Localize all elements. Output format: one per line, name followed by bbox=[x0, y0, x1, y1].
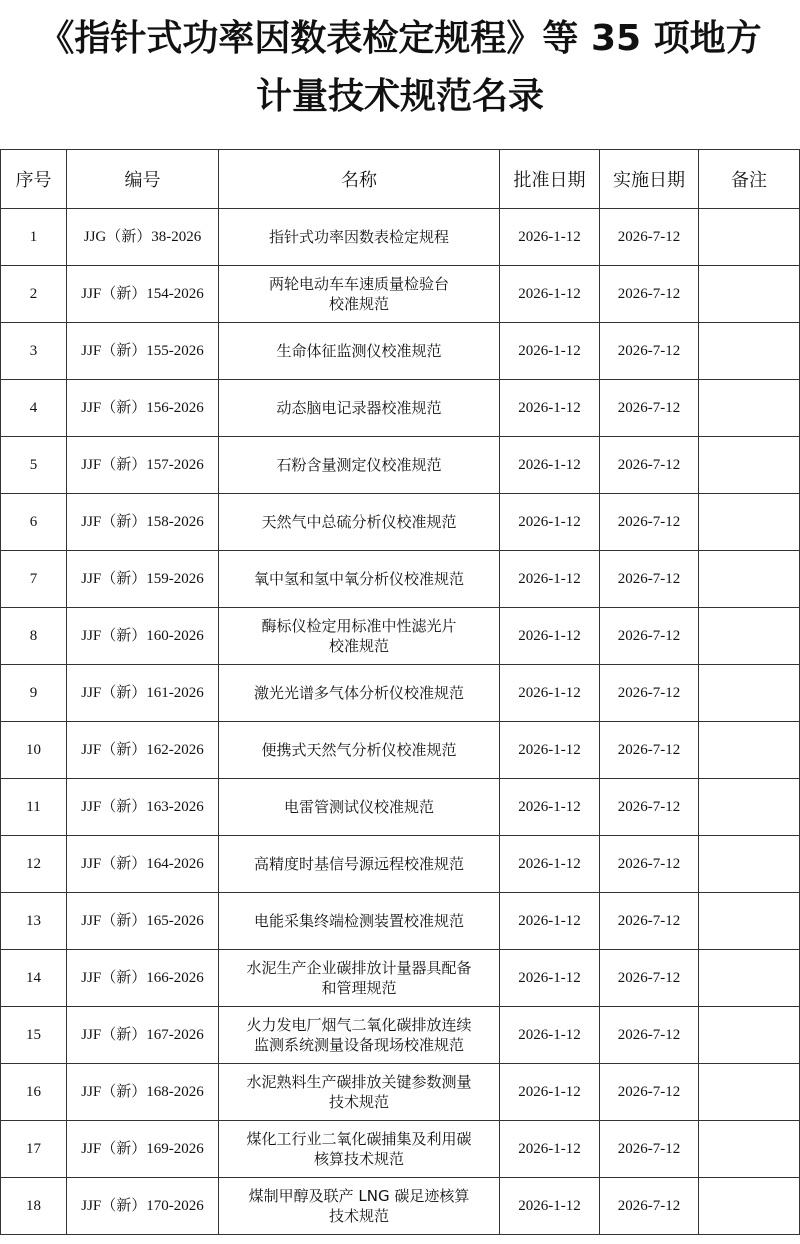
cell-approved-date-text: 2026-1-12 bbox=[518, 856, 581, 872]
header-effective-date: 实施日期 bbox=[600, 150, 699, 209]
cell-name-text: 动态脑电记录器校准规范 bbox=[276, 399, 442, 417]
table-body bbox=[1, 209, 800, 1235]
cell-name-text: 便携式天然气分析仪校准规范 bbox=[261, 741, 457, 759]
cell-name-text: 煤制甲醇及联产 LNG 碳足迹核算 技术规范 bbox=[248, 1187, 470, 1225]
cell-remark bbox=[699, 437, 800, 494]
cell-approved-date bbox=[500, 380, 600, 437]
cell-code bbox=[67, 209, 219, 266]
header-code: 编号 bbox=[67, 150, 219, 209]
cell-remark bbox=[699, 323, 800, 380]
cell-effective-date-text: 2026-7-12 bbox=[617, 400, 681, 416]
cell-effective-date bbox=[600, 950, 699, 1007]
cell-remark bbox=[699, 1064, 800, 1121]
cell-remark bbox=[699, 722, 800, 779]
table-header-row bbox=[1, 150, 800, 209]
cell-name bbox=[219, 722, 500, 779]
cell-serial-text: 2 bbox=[29, 286, 38, 302]
cell-effective-date bbox=[600, 893, 699, 950]
cell-serial bbox=[1, 722, 67, 779]
cell-code-text: JJF（新）154-2026 bbox=[81, 286, 204, 302]
cell-code-text: JJF（新）159-2026 bbox=[81, 571, 204, 587]
cell-effective-date-text: 2026-7-12 bbox=[617, 571, 681, 587]
cell-effective-date bbox=[600, 1178, 699, 1235]
table-row bbox=[1, 665, 800, 722]
cell-code-text: JJF（新）166-2026 bbox=[81, 970, 204, 986]
table-row bbox=[1, 1064, 800, 1121]
cell-approved-date-text: 2026-1-12 bbox=[518, 913, 581, 929]
cell-code bbox=[67, 380, 219, 437]
cell-code bbox=[67, 893, 219, 950]
cell-serial bbox=[1, 893, 67, 950]
table-row bbox=[1, 494, 800, 551]
cell-effective-date bbox=[600, 665, 699, 722]
cell-effective-date-text: 2026-7-12 bbox=[617, 1198, 681, 1214]
table-row bbox=[1, 836, 800, 893]
table-row bbox=[1, 1007, 800, 1064]
cell-effective-date-text: 2026-7-12 bbox=[617, 457, 681, 473]
cell-effective-date bbox=[600, 722, 699, 779]
cell-serial bbox=[1, 1064, 67, 1121]
cell-approved-date-text: 2026-1-12 bbox=[518, 343, 581, 359]
cell-approved-date-text: 2026-1-12 bbox=[518, 1141, 581, 1157]
cell-name bbox=[219, 950, 500, 1007]
table-row bbox=[1, 950, 800, 1007]
cell-code bbox=[67, 950, 219, 1007]
cell-approved-date-text: 2026-1-12 bbox=[518, 970, 581, 986]
cell-code-text: JJF（新）158-2026 bbox=[81, 514, 204, 530]
cell-serial bbox=[1, 323, 67, 380]
cell-effective-date bbox=[600, 1064, 699, 1121]
table-row bbox=[1, 608, 800, 665]
cell-approved-date-text: 2026-1-12 bbox=[518, 229, 581, 245]
cell-serial bbox=[1, 551, 67, 608]
cell-code-text: JJF（新）168-2026 bbox=[81, 1084, 204, 1100]
cell-code bbox=[67, 722, 219, 779]
cell-code-text: JJF（新）162-2026 bbox=[81, 742, 204, 758]
cell-approved-date bbox=[500, 836, 600, 893]
cell-code bbox=[67, 608, 219, 665]
cell-approved-date-text: 2026-1-12 bbox=[518, 457, 581, 473]
cell-approved-date bbox=[500, 1064, 600, 1121]
cell-name bbox=[219, 665, 500, 722]
cell-name-text: 天然气中总硫分析仪校准规范 bbox=[261, 513, 457, 531]
cell-approved-date-text: 2026-1-12 bbox=[518, 685, 581, 701]
cell-approved-date bbox=[500, 608, 600, 665]
cell-name bbox=[219, 494, 500, 551]
cell-name bbox=[219, 893, 500, 950]
cell-approved-date bbox=[500, 266, 600, 323]
cell-code-text: JJF（新）169-2026 bbox=[81, 1141, 204, 1157]
cell-serial bbox=[1, 779, 67, 836]
cell-remark bbox=[699, 665, 800, 722]
cell-serial-text: 12 bbox=[26, 856, 41, 872]
cell-name bbox=[219, 1178, 500, 1235]
cell-remark bbox=[699, 494, 800, 551]
cell-code bbox=[67, 779, 219, 836]
title-line-2: 计量技术规范名录 bbox=[255, 76, 544, 117]
cell-remark bbox=[699, 209, 800, 266]
cell-effective-date bbox=[600, 209, 699, 266]
header-approved-date: 批准日期 bbox=[500, 150, 600, 209]
cell-approved-date bbox=[500, 1007, 600, 1064]
cell-serial bbox=[1, 494, 67, 551]
cell-name bbox=[219, 1064, 500, 1121]
cell-serial-text: 13 bbox=[26, 913, 41, 929]
table-row bbox=[1, 209, 800, 266]
cell-approved-date-text: 2026-1-12 bbox=[518, 1198, 581, 1214]
cell-remark bbox=[699, 266, 800, 323]
cell-effective-date-text: 2026-7-12 bbox=[617, 286, 681, 302]
cell-effective-date bbox=[600, 1121, 699, 1178]
cell-approved-date bbox=[500, 950, 600, 1007]
cell-remark bbox=[699, 1178, 800, 1235]
title-line-1: 《指针式功率因数表检定规程》等 35 项地方 bbox=[38, 18, 762, 59]
cell-serial-text: 6 bbox=[29, 514, 38, 530]
table-row bbox=[1, 437, 800, 494]
cell-code-text: JJG（新）38-2026 bbox=[83, 229, 202, 245]
table-row bbox=[1, 1121, 800, 1178]
cell-remark bbox=[699, 1007, 800, 1064]
cell-serial bbox=[1, 266, 67, 323]
header-name: 名称 bbox=[219, 150, 500, 209]
cell-approved-date-text: 2026-1-12 bbox=[518, 514, 581, 530]
cell-effective-date-text: 2026-7-12 bbox=[617, 970, 681, 986]
cell-serial bbox=[1, 950, 67, 1007]
cell-serial-text: 14 bbox=[26, 970, 41, 986]
cell-approved-date bbox=[500, 1121, 600, 1178]
cell-approved-date-text: 2026-1-12 bbox=[518, 400, 581, 416]
cell-code bbox=[67, 323, 219, 380]
cell-name-text: 激光光谱多气体分析仪校准规范 bbox=[253, 684, 464, 702]
cell-effective-date bbox=[600, 266, 699, 323]
cell-approved-date bbox=[500, 437, 600, 494]
cell-remark bbox=[699, 779, 800, 836]
cell-approved-date bbox=[500, 722, 600, 779]
cell-serial-text: 9 bbox=[29, 685, 38, 701]
cell-effective-date-text: 2026-7-12 bbox=[617, 1141, 681, 1157]
standards-table bbox=[0, 149, 800, 1235]
cell-name bbox=[219, 323, 500, 380]
cell-serial bbox=[1, 437, 67, 494]
cell-name bbox=[219, 836, 500, 893]
cell-approved-date bbox=[500, 551, 600, 608]
cell-serial bbox=[1, 665, 67, 722]
cell-serial-text: 3 bbox=[29, 343, 38, 359]
cell-effective-date bbox=[600, 323, 699, 380]
cell-effective-date-text: 2026-7-12 bbox=[617, 628, 681, 644]
cell-code-text: JJF（新）165-2026 bbox=[81, 913, 204, 929]
table-row bbox=[1, 323, 800, 380]
cell-serial-text: 1 bbox=[29, 229, 38, 245]
cell-remark bbox=[699, 551, 800, 608]
table-row bbox=[1, 722, 800, 779]
cell-name bbox=[219, 608, 500, 665]
cell-remark bbox=[699, 950, 800, 1007]
cell-code-text: JJF（新）170-2026 bbox=[81, 1198, 204, 1214]
cell-name-text: 指针式功率因数表检定规程 bbox=[268, 228, 449, 246]
cell-serial bbox=[1, 836, 67, 893]
cell-serial-text: 11 bbox=[26, 799, 41, 815]
cell-name bbox=[219, 209, 500, 266]
header-serial: 序号 bbox=[1, 150, 67, 209]
cell-serial bbox=[1, 608, 67, 665]
cell-serial bbox=[1, 1007, 67, 1064]
cell-name bbox=[219, 437, 500, 494]
cell-name-text: 水泥熟料生产碳排放关键参数测量 技术规范 bbox=[246, 1073, 472, 1111]
cell-effective-date-text: 2026-7-12 bbox=[617, 1084, 681, 1100]
cell-approved-date bbox=[500, 323, 600, 380]
cell-serial bbox=[1, 209, 67, 266]
header-remark: 备注 bbox=[699, 150, 800, 209]
cell-effective-date bbox=[600, 551, 699, 608]
cell-code bbox=[67, 494, 219, 551]
cell-serial bbox=[1, 380, 67, 437]
cell-approved-date bbox=[500, 893, 600, 950]
cell-approved-date bbox=[500, 779, 600, 836]
table-row bbox=[1, 779, 800, 836]
cell-name bbox=[219, 380, 500, 437]
cell-approved-date bbox=[500, 209, 600, 266]
cell-code-text: JJF（新）155-2026 bbox=[81, 343, 204, 359]
cell-approved-date bbox=[500, 494, 600, 551]
table-row bbox=[1, 266, 800, 323]
cell-code bbox=[67, 1007, 219, 1064]
table-row bbox=[1, 893, 800, 950]
cell-name bbox=[219, 779, 500, 836]
cell-effective-date bbox=[600, 836, 699, 893]
cell-effective-date-text: 2026-7-12 bbox=[617, 742, 681, 758]
cell-code-text: JJF（新）167-2026 bbox=[81, 1027, 204, 1043]
cell-code bbox=[67, 1178, 219, 1235]
cell-name-text: 生命体征监测仪校准规范 bbox=[276, 342, 442, 360]
cell-code-text: JJF（新）164-2026 bbox=[81, 856, 204, 872]
table-row bbox=[1, 1178, 800, 1235]
cell-effective-date-text: 2026-7-12 bbox=[617, 514, 681, 530]
cell-code-text: JJF（新）156-2026 bbox=[81, 400, 204, 416]
cell-effective-date-text: 2026-7-12 bbox=[617, 1027, 681, 1043]
cell-effective-date-text: 2026-7-12 bbox=[617, 799, 681, 815]
cell-approved-date bbox=[500, 665, 600, 722]
cell-remark bbox=[699, 380, 800, 437]
cell-approved-date-text: 2026-1-12 bbox=[518, 799, 581, 815]
cell-name-text: 氧中氢和氢中氧分析仪校准规范 bbox=[253, 570, 464, 588]
cell-effective-date-text: 2026-7-12 bbox=[617, 343, 681, 359]
cell-name-text: 水泥生产企业碳排放计量器具配备 和管理规范 bbox=[246, 959, 472, 997]
cell-approved-date-text: 2026-1-12 bbox=[518, 1084, 581, 1100]
cell-name-text: 酶标仪检定用标准中性滤光片 校准规范 bbox=[261, 617, 457, 655]
cell-name bbox=[219, 551, 500, 608]
cell-name-text: 火力发电厂烟气二氧化碳排放连续 监测系统测量设备现场校准规范 bbox=[246, 1016, 472, 1054]
cell-serial bbox=[1, 1121, 67, 1178]
cell-effective-date bbox=[600, 779, 699, 836]
cell-serial-text: 17 bbox=[26, 1141, 41, 1157]
cell-approved-date-text: 2026-1-12 bbox=[518, 628, 581, 644]
cell-name-text: 两轮电动车车速质量检验台 校准规范 bbox=[268, 275, 449, 313]
cell-name bbox=[219, 1121, 500, 1178]
cell-serial-text: 10 bbox=[26, 742, 41, 758]
cell-remark bbox=[699, 893, 800, 950]
cell-name-text: 电雷管测试仪校准规范 bbox=[283, 798, 434, 816]
table-row bbox=[1, 380, 800, 437]
cell-serial-text: 16 bbox=[26, 1084, 41, 1100]
cell-name-text: 石粉含量测定仪校准规范 bbox=[276, 456, 442, 474]
cell-effective-date bbox=[600, 494, 699, 551]
cell-remark bbox=[699, 608, 800, 665]
cell-code bbox=[67, 1064, 219, 1121]
cell-code bbox=[67, 836, 219, 893]
cell-approved-date-text: 2026-1-12 bbox=[518, 742, 581, 758]
cell-remark bbox=[699, 836, 800, 893]
cell-effective-date bbox=[600, 380, 699, 437]
cell-name-text: 高精度时基信号源远程校准规范 bbox=[253, 855, 464, 873]
table-row bbox=[1, 551, 800, 608]
cell-approved-date-text: 2026-1-12 bbox=[518, 286, 581, 302]
cell-effective-date-text: 2026-7-12 bbox=[617, 229, 681, 245]
cell-approved-date-text: 2026-1-12 bbox=[518, 1027, 581, 1043]
cell-name bbox=[219, 266, 500, 323]
cell-serial-text: 15 bbox=[26, 1027, 41, 1043]
cell-name bbox=[219, 1007, 500, 1064]
cell-code-text: JJF（新）160-2026 bbox=[81, 628, 204, 644]
cell-effective-date-text: 2026-7-12 bbox=[617, 913, 681, 929]
cell-effective-date-text: 2026-7-12 bbox=[617, 685, 681, 701]
cell-serial-text: 4 bbox=[29, 400, 38, 416]
cell-serial-text: 7 bbox=[29, 571, 38, 587]
cell-approved-date-text: 2026-1-12 bbox=[518, 571, 581, 587]
cell-serial-text: 5 bbox=[29, 457, 38, 473]
cell-effective-date-text: 2026-7-12 bbox=[617, 856, 681, 872]
cell-name-text: 煤化工行业二氧化碳捕集及利用碳 核算技术规范 bbox=[246, 1130, 472, 1168]
cell-serial-text: 18 bbox=[26, 1198, 41, 1214]
cell-approved-date bbox=[500, 1178, 600, 1235]
cell-code bbox=[67, 1121, 219, 1178]
cell-code bbox=[67, 437, 219, 494]
cell-serial-text: 8 bbox=[29, 628, 38, 644]
cell-code bbox=[67, 551, 219, 608]
cell-code-text: JJF（新）163-2026 bbox=[81, 799, 204, 815]
cell-name-text: 电能采集终端检测装置校准规范 bbox=[253, 912, 464, 930]
cell-code bbox=[67, 266, 219, 323]
cell-code-text: JJF（新）161-2026 bbox=[81, 685, 204, 701]
cell-remark bbox=[699, 1121, 800, 1178]
cell-effective-date bbox=[600, 608, 699, 665]
cell-effective-date bbox=[600, 437, 699, 494]
cell-code-text: JJF（新）157-2026 bbox=[81, 457, 204, 473]
cell-code bbox=[67, 665, 219, 722]
cell-serial bbox=[1, 1178, 67, 1235]
cell-effective-date bbox=[600, 1007, 699, 1064]
